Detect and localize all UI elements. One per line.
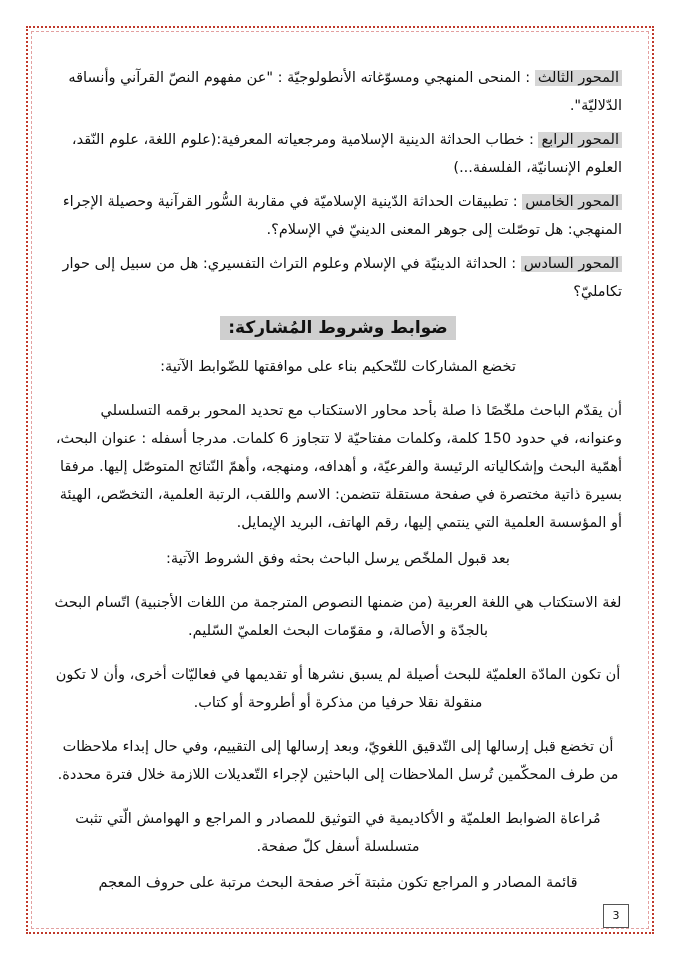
axis-text: : خطاب الحداثة الدينية الإسلامية ومرجعياته المعرفية:(علوم اللغة، علوم النّقد، العلوم الإنسانيّة، الفلسفة...): [71, 132, 622, 176]
after-abstract-text: بعد قبول الملخّص يرسل الباحث بحثه وفق الشروط الآتية:: [166, 551, 510, 567]
references-paragraph: قائمة المصادر و المراجع تكون مثبتة آخر صفحة البحث مرتبة على حروف المعجم: [98, 875, 578, 891]
axis-text: : تطبيقات الحداثة الدّينية الإسلاميّة في مقاربة السُّور القرآنية وحصيلة الإجراء المنهجي: هل توصّلت إلى جوهر المعنى الدينيّ في الإسلام؟.: [62, 194, 622, 238]
axis-text: : الحداثة الدينيّة في الإسلام وعلوم التراث التفسيري: هل من سبيل إلى حوار تكامليّ؟: [62, 256, 622, 300]
abstract-paragraph: أن يقدّم الباحث ملخّصًا ذا صلة بأحد محاور الاستكتاب مع تحديد المحور برقمه التسلسلي وعنوانه، في حدود 150 كلمة، وكلمات مفتاحيّة لا تتجاوز 6 كلمات. مدرجا أسفله : عنوان البحث، أهمّية البحث وإشكالياته الرئيسة والفرعيّة، و أهدافه، ومنهجه، وأهمّ النّتائج المتوصّل إليها. مرفقا بسيرة ذاتية مختصرة في صفحة مستقلة تتضمن: الاسم واللقب، الرتبة العلمية، التخصّص، الهيئة أو المؤسسة العلمية التي ينتمي إليها، رقم الهاتف، البريد الإيمايل.: [55, 403, 622, 531]
axis-text: : المنحى المنهجي ومسوّغاته الأنطولوجيّة : "عن مفهوم النصّ القرآني وأنساقه الدّلاليّة".: [68, 70, 622, 114]
axis-4: [54, 126, 622, 182]
standards-paragraph: مُراعاة الضوابط العلميّة و الأكاديمية في التوثيق للمصادر و المراجع و الهوامش الّتي تثبت متسلسلة أسفل كلّ صفحة.: [75, 811, 601, 855]
page-number: 3: [603, 904, 629, 928]
intro-text: تخضع المشاركات للتّحكيم بناء على موافقتها للضّوابط الآتية:: [160, 359, 516, 375]
axis-3: [54, 64, 622, 120]
axis-label: المحور الرابع: [538, 132, 622, 148]
axis-5: [54, 188, 622, 244]
originality-paragraph: أن تكون المادّة العلميّة للبحث أصيلة لم يسبق نشرها أو تقديمها في فعاليّات أخرى، وأن لا تكون منقولة نقلا حرفيا من مذكرة أو أطروحة أو كتاب.: [55, 667, 621, 711]
section-heading: [54, 314, 622, 343]
document-body: [54, 64, 622, 905]
axis-label: المحور الثالث: [535, 70, 622, 86]
axis-label: المحور السادس: [521, 256, 622, 272]
axis-6: [54, 250, 622, 306]
language-paragraph: لغة الاستكتاب هي اللغة العربية (من ضمنها النصوص المترجمة من اللغات الأجنبية) اتّسام البحث بالجدّة و الأصالة، و مقوّمات البحث العلميّ السّليم.: [54, 595, 622, 639]
section-heading-text: ضوابط وشروط المُشاركة:: [220, 316, 456, 340]
review-paragraph: أن تخضع قبل إرسالها إلى التّدقيق اللغويّ، وبعد إرسالها إلى التقييم، وفي حال إبداء ملاحظات من طرف المحكّمين تُرسل الملاحظات إلى الباحثين لإجراء التّعديلات اللازمة خلال فترة محددة.: [57, 739, 619, 783]
axis-label: المحور الخامس: [522, 194, 622, 210]
